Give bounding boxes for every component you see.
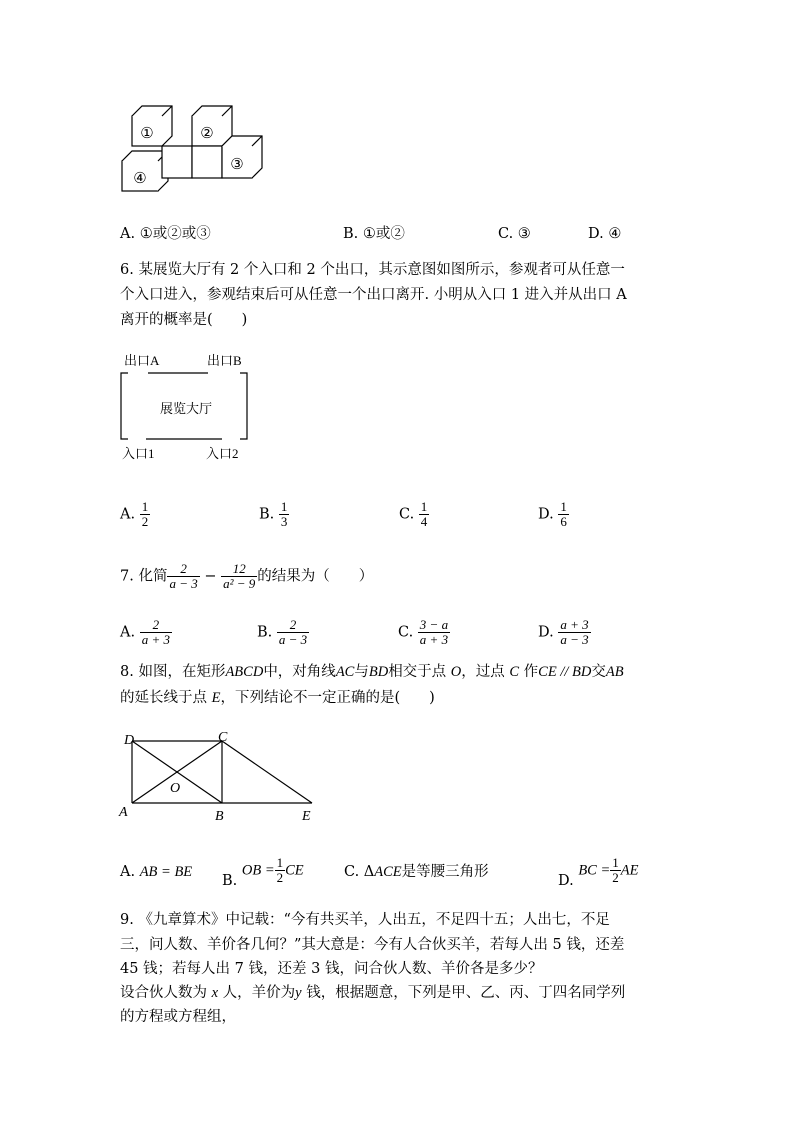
q7-option-c-fraction bbox=[418, 618, 450, 647]
q7-fraction-2 bbox=[221, 562, 257, 591]
q8-l1-e: 与 bbox=[354, 664, 369, 680]
q6-line-1: 6. 某展览大厅有 2 个入口和 2 个出口，其示意图如图所示，参观者可从任意一 bbox=[120, 262, 625, 278]
q7-option-b-fraction bbox=[277, 618, 309, 647]
q8-option-d-label: D. bbox=[558, 872, 574, 889]
q7-option-a bbox=[120, 618, 172, 647]
q8-option-b-den: 2 bbox=[276, 870, 284, 885]
q7-option-a-num: 2 bbox=[140, 618, 172, 633]
q8-option-d bbox=[558, 855, 639, 889]
q7-fraction-1 bbox=[167, 562, 199, 591]
q8-l1-f: BD bbox=[368, 664, 389, 680]
q6-option-b-num: 1 bbox=[280, 499, 288, 514]
q7-suffix: 的结果为（ ） bbox=[257, 568, 374, 585]
q8-line-1 bbox=[120, 660, 624, 684]
q6-option-d bbox=[538, 500, 569, 529]
q8-l2-b: E bbox=[211, 690, 221, 706]
rectangle-figure bbox=[114, 726, 324, 826]
q8-option-a-text: AB = BE bbox=[139, 864, 193, 880]
q6-line-3: 离开的概率是( ) bbox=[120, 312, 248, 328]
q7-option-c-label: C. bbox=[398, 624, 414, 641]
q5-option-c-text: ③ bbox=[517, 226, 531, 242]
q7-option-b-num: 2 bbox=[277, 618, 309, 633]
q9-l4-b: 人，羊价为 bbox=[222, 985, 296, 1001]
q7-prefix: 7. 化简 bbox=[120, 568, 168, 585]
q9-l4-c: 钱，根据题意，下列是甲、乙、丙、丁四名同学列 bbox=[306, 985, 626, 1001]
q8-l1-l: CE // BD bbox=[538, 664, 592, 680]
q8-option-d-pre: BC = bbox=[578, 862, 611, 879]
q6-option-d-den: 6 bbox=[560, 514, 567, 529]
q7-option-a-fraction bbox=[140, 618, 172, 647]
q5-option-d bbox=[588, 222, 621, 246]
q5-option-a bbox=[120, 222, 211, 246]
q6-option-c-fraction bbox=[419, 500, 430, 529]
q8-l1-d: AC bbox=[335, 664, 355, 680]
q5-option-a-label: A. bbox=[120, 226, 136, 242]
exit-a-label: 出口A bbox=[124, 353, 160, 368]
q8-option-d-den: 2 bbox=[612, 870, 619, 885]
q6-option-d-fraction bbox=[558, 500, 569, 529]
q6-option-c bbox=[399, 500, 429, 529]
q9-line-1: 9. 《九章算术》中记载：“今有共买羊，人出五，不足四十五；人出七，不足 bbox=[120, 912, 610, 928]
q5-option-a-text: ①或②或③ bbox=[139, 226, 211, 242]
q7-option-d bbox=[538, 618, 591, 647]
q7-option-c-num: 3 − a bbox=[419, 617, 449, 632]
q6-option-a-num: 1 bbox=[141, 499, 149, 514]
q8-option-c-pre: Δ bbox=[363, 864, 375, 880]
q8-option-b-post: CE bbox=[285, 862, 304, 879]
q6-option-a-label: A. bbox=[120, 506, 136, 523]
q8-option-d-num: 1 bbox=[612, 855, 619, 870]
q7-option-a-den: a + 3 bbox=[141, 632, 170, 647]
q7-option-d-den: a − 3 bbox=[560, 632, 589, 647]
q7-stem bbox=[120, 562, 373, 591]
point-a-label: A bbox=[119, 805, 128, 820]
q8-option-c bbox=[344, 860, 489, 884]
q9-line-2: 三，问人数、羊价各几何？”其大意是：今有人合伙买羊，若每人出 5 钱，还差 bbox=[120, 937, 625, 953]
q6-option-a bbox=[120, 500, 150, 529]
q9-l4-y: y bbox=[295, 985, 302, 1001]
q8-l1-n: AB bbox=[605, 664, 624, 680]
cube-label-2: ② bbox=[200, 126, 214, 142]
q8-option-a-label: A. bbox=[120, 864, 136, 880]
hall-label: 展览大厅 bbox=[159, 401, 213, 416]
q7-option-b bbox=[257, 618, 309, 647]
cube-figure bbox=[116, 100, 276, 200]
exhibition-hall-figure bbox=[114, 346, 264, 468]
q8-option-b-fraction bbox=[275, 856, 286, 885]
q9-l4-a: 设合伙人数为 bbox=[120, 985, 207, 1001]
q5-option-d-text: ④ bbox=[608, 226, 622, 242]
point-d-label: D bbox=[124, 733, 135, 748]
q9-line-4 bbox=[120, 981, 625, 1005]
q9-line-3: 45 钱；若每人出 7 钱，还差 3 钱，问合伙人数、羊价各是多少？ bbox=[120, 961, 543, 977]
q5-option-c bbox=[498, 222, 531, 246]
q8-l1-i: ，过点 bbox=[461, 664, 505, 680]
q9-l4-x: x bbox=[211, 985, 219, 1001]
q5-option-b bbox=[343, 222, 405, 246]
entrance-1-label: 入口1 bbox=[122, 446, 155, 461]
q5-option-b-label: B. bbox=[343, 226, 359, 242]
cube-label-1: ① bbox=[140, 126, 154, 142]
q8-option-d-fraction bbox=[610, 856, 621, 885]
q5-option-d-label: D. bbox=[588, 226, 604, 242]
point-b-label: B bbox=[215, 809, 224, 824]
q8-l1-h: O bbox=[450, 664, 462, 680]
q8-option-b-num: 1 bbox=[276, 855, 284, 870]
q6-option-d-num: 1 bbox=[560, 499, 567, 514]
q6-option-c-den: 4 bbox=[420, 514, 428, 529]
q5-option-c-label: C. bbox=[498, 226, 514, 242]
point-e-label: E bbox=[302, 809, 311, 824]
cube-label-3: ③ bbox=[230, 157, 244, 173]
q8-option-c-label: C. bbox=[344, 864, 360, 880]
q6-option-b-fraction bbox=[279, 500, 290, 529]
q6-line-2: 个入口进入，参观结束后可从任意一个出口离开. 小明从入口 1 进入并从出口 A bbox=[120, 287, 627, 303]
exit-b-label: 出口B bbox=[207, 353, 242, 368]
q6-option-a-den: 2 bbox=[141, 514, 149, 529]
q7-option-b-den: a − 3 bbox=[278, 632, 308, 647]
q7-option-b-label: B. bbox=[257, 624, 273, 641]
point-c-label: C bbox=[218, 730, 228, 745]
q6-option-d-label: D. bbox=[538, 506, 554, 523]
q7-f2-den: a² − 9 bbox=[223, 576, 256, 591]
q8-option-b bbox=[222, 855, 304, 889]
q8-option-c-math: ACE bbox=[374, 864, 402, 880]
q9-line-5: 的方程或方程组， bbox=[120, 1009, 236, 1025]
entrance-2-label: 入口2 bbox=[206, 446, 239, 461]
q8-option-b-pre: OB = bbox=[241, 862, 275, 879]
q7-option-c-den: a + 3 bbox=[419, 632, 449, 647]
q8-l1-b: ABCD bbox=[225, 664, 264, 680]
q8-l1-g: 相交于点 bbox=[388, 664, 447, 680]
q7-option-d-fraction bbox=[558, 618, 590, 647]
q6-option-b-label: B. bbox=[259, 506, 275, 523]
q8-option-a bbox=[120, 860, 192, 884]
q8-option-c-post: 是等腰三角形 bbox=[401, 864, 489, 880]
q6-option-b bbox=[259, 500, 289, 529]
q7-f1-den: a − 3 bbox=[169, 576, 198, 591]
q8-option-d-post: AE bbox=[620, 862, 639, 879]
q8-l1-j: C bbox=[509, 664, 520, 680]
q7-option-d-label: D. bbox=[538, 624, 554, 641]
q7-f1-num: 2 bbox=[167, 562, 199, 577]
q7-option-c bbox=[398, 618, 450, 647]
q6-option-c-label: C. bbox=[399, 506, 415, 523]
q5-option-b-text: ①或② bbox=[362, 226, 405, 242]
q8-l2-a: 的延长线于点 bbox=[120, 690, 207, 706]
q8-l1-m: 交 bbox=[591, 664, 606, 680]
q8-l1-a: 8. 如图，在矩形 bbox=[120, 664, 226, 680]
q6-option-c-num: 1 bbox=[420, 499, 428, 514]
q6-option-a-fraction bbox=[140, 500, 151, 529]
q6-option-b-den: 3 bbox=[280, 514, 288, 529]
q8-l1-c: 中，对角线 bbox=[263, 664, 336, 680]
q7-option-d-num: a + 3 bbox=[560, 617, 589, 632]
q7-f2-num: 12 bbox=[221, 562, 257, 577]
q8-line-2 bbox=[120, 686, 435, 710]
q8-option-b-label: B. bbox=[222, 872, 238, 889]
point-o-label: O bbox=[170, 781, 181, 796]
q8-l2-c: ，下列结论不一定正确的是( ) bbox=[220, 690, 435, 706]
q8-l1-k: 作 bbox=[523, 664, 539, 680]
q7-minus: − bbox=[204, 568, 217, 585]
cube-label-4: ④ bbox=[133, 171, 147, 187]
q7-option-a-label: A. bbox=[120, 624, 136, 641]
